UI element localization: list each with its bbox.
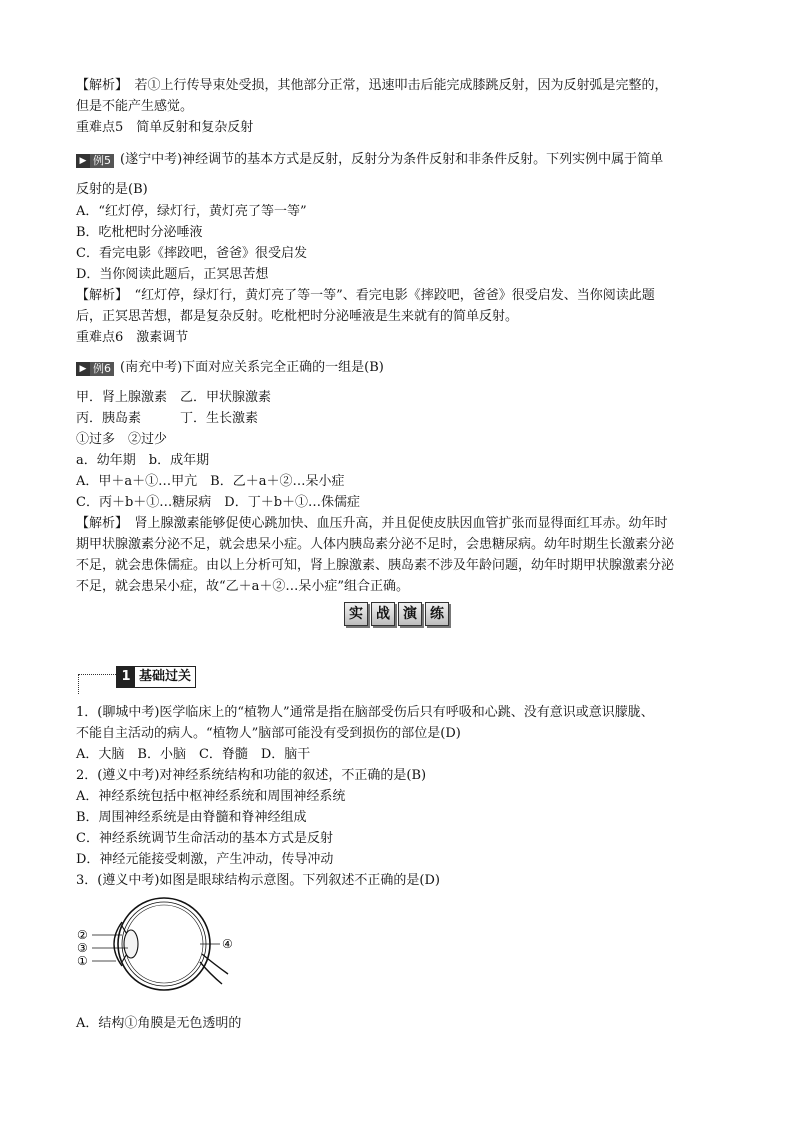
option-a: A．“红灯停，绿灯行，黄灯亮了等一等” [76, 204, 307, 219]
dotted-rule [78, 674, 79, 694]
eyeball-figure [76, 892, 246, 1002]
lens-shape [124, 930, 138, 958]
text-line: 后，正冥思苦想，都是复杂反射。吃枇杷时分泌唾液是生来就有的简单反射。 [76, 309, 519, 324]
text-line: 【解析】 “红灯停，绿灯行，黄灯亮了等一等”、看完电影《摔跤吧，爸爸》很受启发、当你阅读此题 [76, 288, 655, 303]
option-d: D．当你阅读此题后，正冥思苦想 [76, 267, 269, 282]
example-5-question [76, 150, 663, 170]
label-2: ② [77, 928, 88, 942]
option-a: A．神经系统包括中枢神经系统和周围神经系统 [76, 789, 346, 804]
text-line: a．幼年期 b．成年期 [76, 453, 210, 468]
example-tag [76, 151, 114, 171]
subheading: 重难点6 激素调节 [76, 330, 189, 345]
banner-char: 演 [398, 602, 422, 626]
play-arrow-icon: ▶ [76, 362, 90, 376]
text-line: 期甲状腺激素分泌不足，就会患呆小症。人体内胰岛素分泌不足时，会患糖尿病。幼年时期生长激素分泌 [76, 537, 675, 552]
section-number: 1 [117, 667, 135, 687]
option-ab: A．甲＋a＋①…甲亢 B．乙＋a＋②…呆小症 [76, 474, 345, 489]
option-d: D．神经元能接受刺激，产生冲动，传导冲动 [76, 852, 334, 867]
option-c: C．看完电影《摔跤吧，爸爸》很受启发 [76, 246, 307, 261]
text-line: A．大脑 B．小脑 C．脊髓 D．脑干 [76, 747, 311, 762]
label-4: ④ [222, 937, 233, 951]
question-1: 1．(聊城中考)医学临床上的“植物人”通常是指在脑部受伤后只有呼吸和心跳、没有意识或意识朦胧、 [76, 705, 654, 720]
optic-nerve-lower [200, 962, 222, 984]
example-tag [76, 359, 114, 379]
banner-char: 练 [425, 602, 449, 626]
option-b: B．吃枇杷时分泌唾液 [76, 225, 203, 240]
text-line: 【解析】 肾上腺激素能够促使心跳加快、血压升高，并且促使皮肤因血管扩张而显得面红耳赤。幼年时 [76, 516, 668, 531]
text-line: (南充中考)下面对应关系完全正确的一组是(B) [120, 360, 384, 375]
section-title-box [116, 666, 196, 688]
text-line: 不足，就会患呆小症，故“乙＋a＋②…呆小症”组合正确。 [76, 579, 410, 594]
text-line: 【解析】 若①上行传导束处受损，其他部分正常，迅速叩击后能完成膝跳反射，因为反射弧是完整的， [76, 78, 668, 93]
option-a: A．结构①角膜是无色透明的 [76, 1016, 242, 1031]
text-line: 反射的是(B) [76, 182, 148, 197]
question-3: 3．(遵义中考)如图是眼球结构示意图。下列叙述不正确的是(D) [76, 873, 440, 888]
example-6-question [76, 358, 384, 378]
banner-char: 实 [344, 602, 368, 626]
option-cd: C．丙＋b＋①…糖尿病 D．丁＋b＋①…侏儒症 [76, 495, 361, 510]
text-line: 丙．胰岛素 丁．生长激素 [76, 411, 259, 426]
practice-banner [344, 602, 449, 626]
label-1: ① [77, 954, 88, 968]
play-arrow-icon: ▶ [76, 154, 90, 168]
label-3: ③ [77, 941, 88, 955]
eyeball-diagram [76, 892, 246, 1006]
text-line: 甲．肾上腺激素 乙．甲状腺激素 [76, 390, 272, 405]
example-label: 例5 [90, 154, 114, 168]
text-line: 不足，就会患侏儒症。由以上分析可知，肾上腺激素、胰岛素不涉及年龄问题，幼年时期甲状腺激素分泌 [76, 558, 675, 573]
example-label: 例6 [90, 362, 114, 376]
option-c: C．神经系统调节生命活动的基本方式是反射 [76, 831, 333, 846]
banner-char: 战 [371, 602, 395, 626]
dotted-rule [78, 674, 116, 675]
text-line: ①过多 ②过少 [76, 432, 168, 447]
text-line: (遂宁中考)神经调节的基本方式是反射，反射分为条件反射和非条件反射。下列实例中属于简单 [120, 152, 664, 167]
question-2: 2．(遵义中考)对神经系统结构和功能的叙述，不正确的是(B) [76, 768, 427, 783]
text-line: 但是不能产生感觉。 [76, 99, 194, 114]
option-b: B．周围神经系统是由脊髓和脊神经组成 [76, 810, 307, 825]
section-title: 基础过关 [139, 669, 192, 684]
text-line: 不能自主活动的病人。“植物人”脑部可能没有受到损伤的部位是(D) [76, 726, 461, 741]
subheading: 重难点5 简单反射和复杂反射 [76, 120, 254, 135]
section-heading [76, 666, 226, 694]
